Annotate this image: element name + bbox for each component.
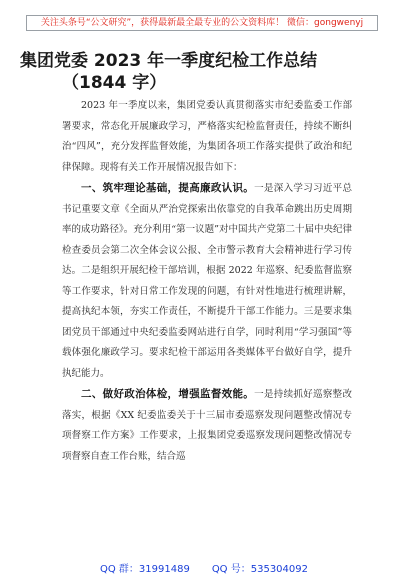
- document-title: [20, 50, 388, 94]
- footer-qq-group: QQ 群：31991489: [99, 564, 190, 575]
- section-1-heading: 一、筑牢理论基础，提高廉政认识。: [81, 182, 255, 194]
- footer-contact: [0, 560, 408, 575]
- section-1: [62, 178, 352, 384]
- section-1-text: 一是深入学习习近平总书记重要文章《全面从严治党探索出依靠党的自我革命跳出历史周期率的成功路径》。充分利用“第一议题”对中国共产党第二十届中央纪律检查委员会第二次全体会议公报、全市警示教育大会精神进行学习传达。二是组织开展纪检干部培训，根据 2022 年巡察、纪委监督监察等工作要求，针对日常工作发现的问题，有针对性地进行梳理讲解，提高执纪本领，夯实工作责任，不断提升干部工作能力。三是要求集团党员干部通过中央纪委监委网站进行自学，同时利用“学习强国”等载体强化廉政学习。要求纪检干部运用各类媒体平台做好自学，提升执纪能力。: [62, 183, 352, 379]
- footer-qq-number: QQ 号：535304092: [211, 564, 308, 575]
- intro-paragraph: 2023 年一季度以来，集团党委认真贯彻落实市纪委监委工作部署要求，常态化开展廉政学习，严格落实纪检监督责任，持续不断纠治“四风”，充分发挥监督效能，为集团各项工作落实提供了政治和纪律保障。现将有关工作开展情况报告如下：: [62, 100, 352, 173]
- section-2-heading: 二、做好政治体检，增强监督效能。: [81, 388, 255, 400]
- top-banner: 关注头条号“公文研究”，获得最新最全最专业的公文资料库！ 微信：gongwenyj: [26, 15, 378, 31]
- document-body: [62, 96, 352, 467]
- section-2: [62, 384, 352, 467]
- title-line-1: 集团党委 2023 年一季度纪检工作总结: [20, 51, 318, 71]
- title-line-2: （1844 字）: [62, 73, 167, 93]
- section-2-text: 一是持续抓好巡察整改落实，根据《XX 纪委监委关于十三届市委巡察发现问题整改情况专项督察工作方案》工作要求，上报集团党委巡察发现问题整改情况专项督察自查工作台账，结合巡: [62, 389, 352, 462]
